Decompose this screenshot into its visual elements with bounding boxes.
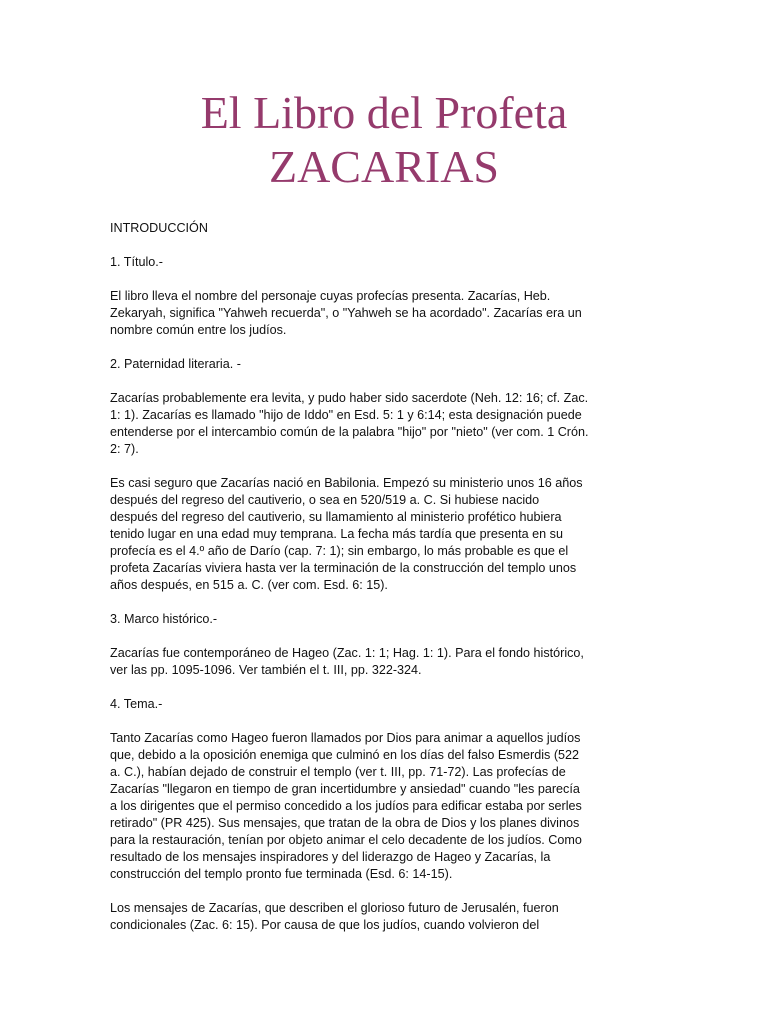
title-line-1: El Libro del Profeta — [200, 87, 568, 138]
paragraph: Es casi seguro que Zacarías nació en Babilonia. Empezó su ministerio unos 16 años después del regreso del cautiverio, o sea en 520/519 a. C. Si hubiese nacido después del regreso del cautiverio, su llamamiento al ministerio profético hubiera tenido lugar en una edad muy temprana. La fecha más tardía que presenta en su profecía es el 4.º año de Darío (cap. 7: 1); sin embargo, lo más probable es que el profeta Zacarías viviera hasta ver la terminación de la construcción del templo unos años después, en 515 a. C. (ver com. Esd. 6: 15). — [110, 476, 583, 592]
intro-heading: INTRODUCCIÓN — [110, 221, 208, 235]
paragraph: Zacarías fue contemporáneo de Hageo (Zac. 1: 1; Hag. 1: 1). Para el fondo histórico, ver las pp. 1095-1096. Ver también el t. III, pp. 322-324. — [110, 646, 584, 677]
document-title — [0, 86, 768, 194]
paragraph: Tanto Zacarías como Hageo fueron llamados por Dios para animar a aquellos judíos que, debido a la oposición enemiga que culminó en los días del falso Esmerdis (522 a. C.), habían dejado de construir el templo (ver t. III, pp. 71-72). Las profecías de Zacarías "llegaron en tiempo de gran incertidumbre y ansiedad" cuando "les parecía a los dirigentes que el permiso concedido a los judíos para edificar estaba por serles retirado" (PR 425). Sus mensajes, que tratan de la obra de Dios y los planes divinos para la restauración, tenían por objeto animar el celo decadente de los judíos. Como resultado de los mensajes inspiradores y del liderazgo de Hageo y Zacarías, la construcción del templo pronto fue terminada (Esd. 6: 14-15). — [110, 731, 582, 881]
section-heading-titulo: 1. Título.- — [110, 255, 163, 269]
paragraph: Zacarías probablemente era levita, y pudo haber sido sacerdote (Neh. 12: 16; cf. Zac. 1: 1). Zacarías es llamado "hijo de Iddo" en Esd. 5: 1 y 6:14; esta designación puede entenderse por el intercambio común de la palabra "hijo" por "nieto" (ver com. 1 Crón. 2: 7). — [110, 391, 589, 456]
paragraph: El libro lleva el nombre del personaje cuyas profecías presenta. Zacarías, Heb. Zekaryah, significa "Yahweh recuerda", o "Yahweh se ha acordado". Zacarías era un nombre común entre los judíos. — [110, 289, 582, 337]
section-heading-tema: 4. Tema.- — [110, 697, 163, 711]
title-line-2: ZACARIAS — [268, 141, 500, 192]
section-heading-marco: 3. Marco histórico.- — [110, 612, 218, 626]
section-heading-paternidad: 2. Paternidad literaria. - — [110, 357, 241, 371]
paragraph: Los mensajes de Zacarías, que describen el glorioso futuro de Jerusalén, fueron condicionales (Zac. 6: 15). Por causa de que los judíos, cuando volvieron del — [110, 901, 559, 932]
document-body — [110, 220, 590, 951]
